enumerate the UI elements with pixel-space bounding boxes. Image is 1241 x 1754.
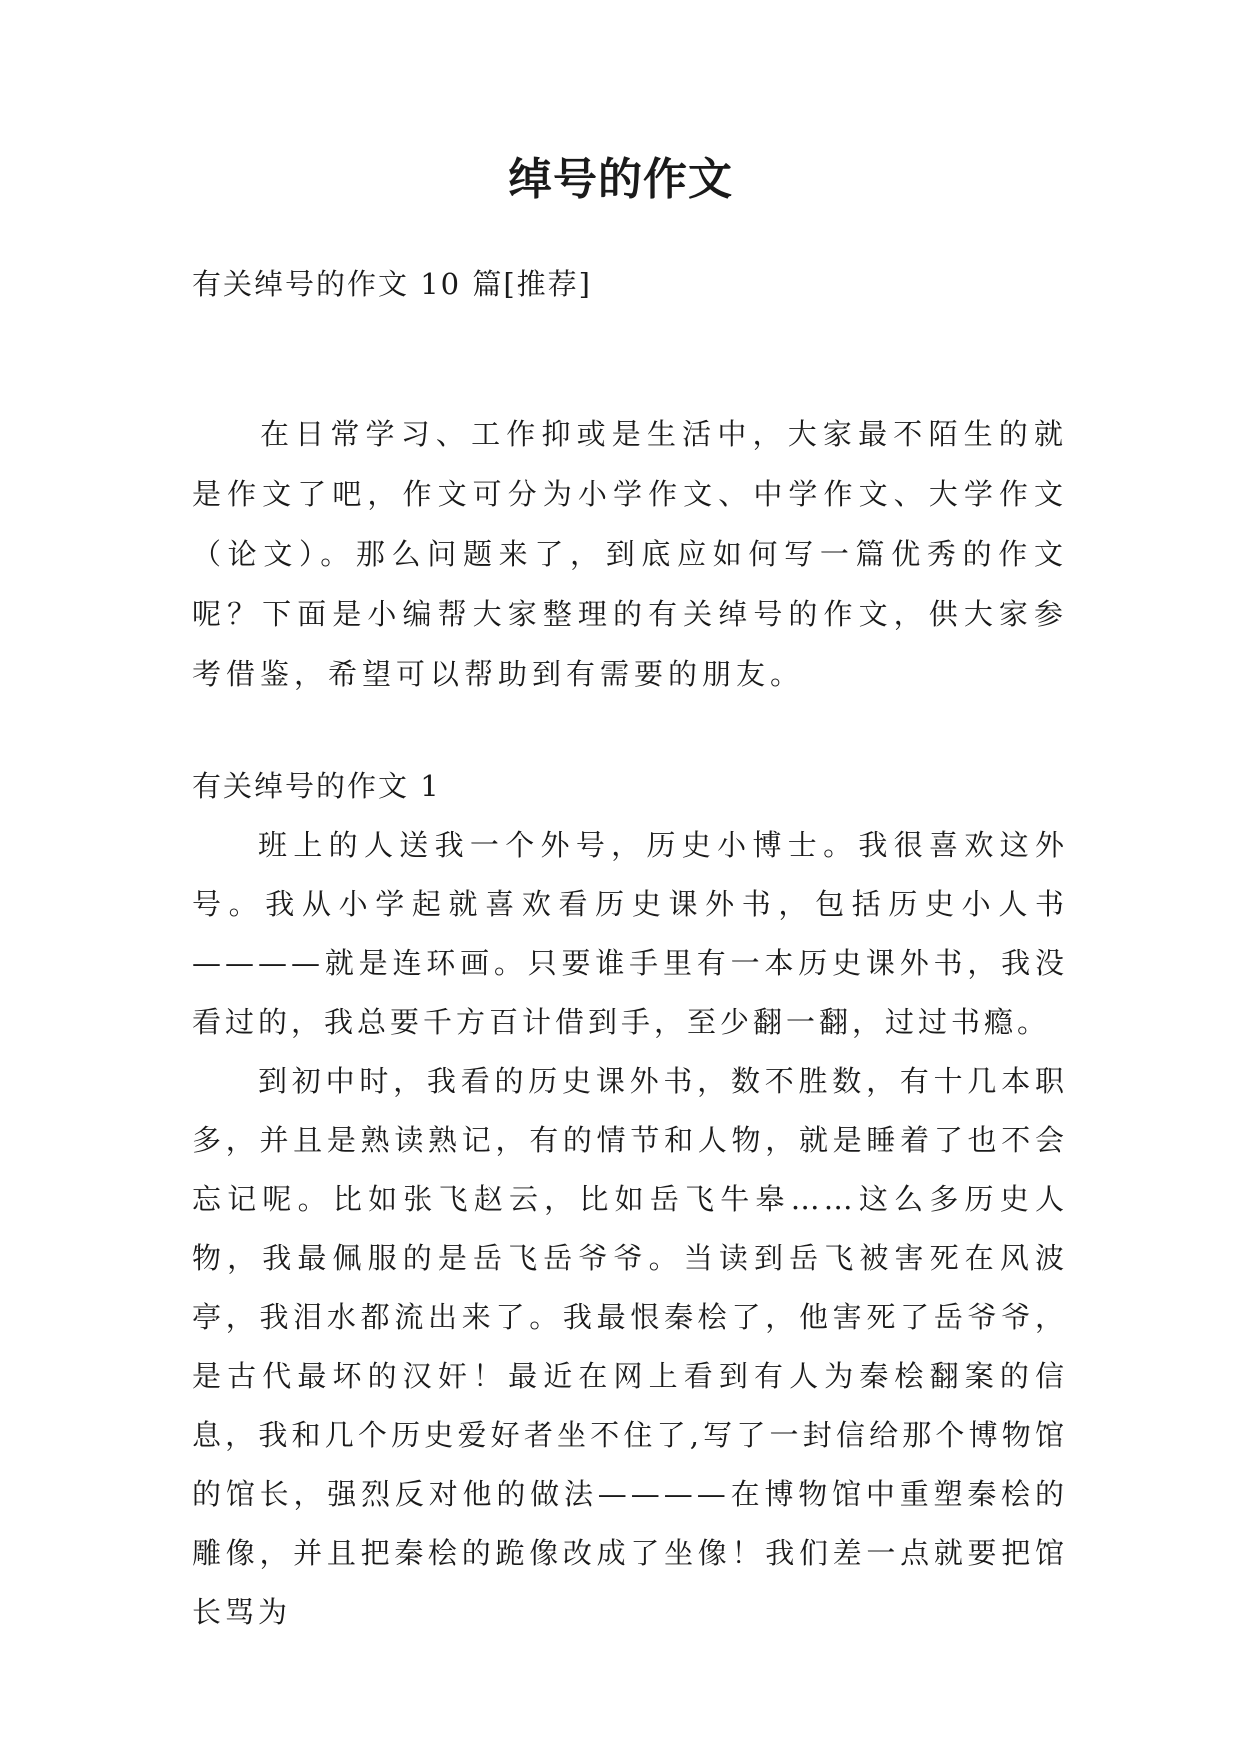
document-title: 绰号的作文	[508, 154, 733, 205]
essay-section	[192, 758, 1068, 1642]
document-subtitle: 有关绰号的作文 10 篇[推荐]	[192, 267, 592, 301]
intro-paragraph: 在日常学习、工作抑或是生活中，大家最不陌生的就是作文了吧，作文可分为小学作文、中学作文、大学作文（论文）。那么问题来了，到底应如何写一篇优秀的作文呢？下面是小编帮大家整理的有关绰号的作文，供大家参考借鉴，希望可以帮助到有需要的朋友。	[192, 417, 1068, 691]
section-heading: 有关绰号的作文 1	[192, 769, 441, 803]
body-paragraph: 到初中时，我看的历史课外书，数不胜数，有十几本职多，并且是熟读熟记，有的情节和人物，就是睡着了也不会忘记呢。比如张飞赵云，比如岳飞牛皋……这么多历史人物，我最佩服的是岳飞岳爷爷。当读到岳飞被害死在风波亭，我泪水都流出来了。我最恨秦桧了，他害死了岳爷爷，是古代最坏的汉奸！最近在网上看到有人为秦桧翻案的信息，我和几个历史爱好者坐不住了,写了一封信给那个博物馆的馆长，强烈反对他的做法————在博物馆中重塑秦桧的雕像，并且把秦桧的跪像改成了坐像！我们差一点就要把馆长骂为	[192, 1064, 1068, 1629]
body-paragraph: 班上的人送我一个外号，历史小博士。我很喜欢这外号。我从小学起就喜欢看历史课外书，包括历史小人书————就是连环画。只要谁手里有一本历史课外书，我没看过的，我总要千方百计借到手，至少翻一翻，过过书瘾。	[192, 828, 1068, 1039]
